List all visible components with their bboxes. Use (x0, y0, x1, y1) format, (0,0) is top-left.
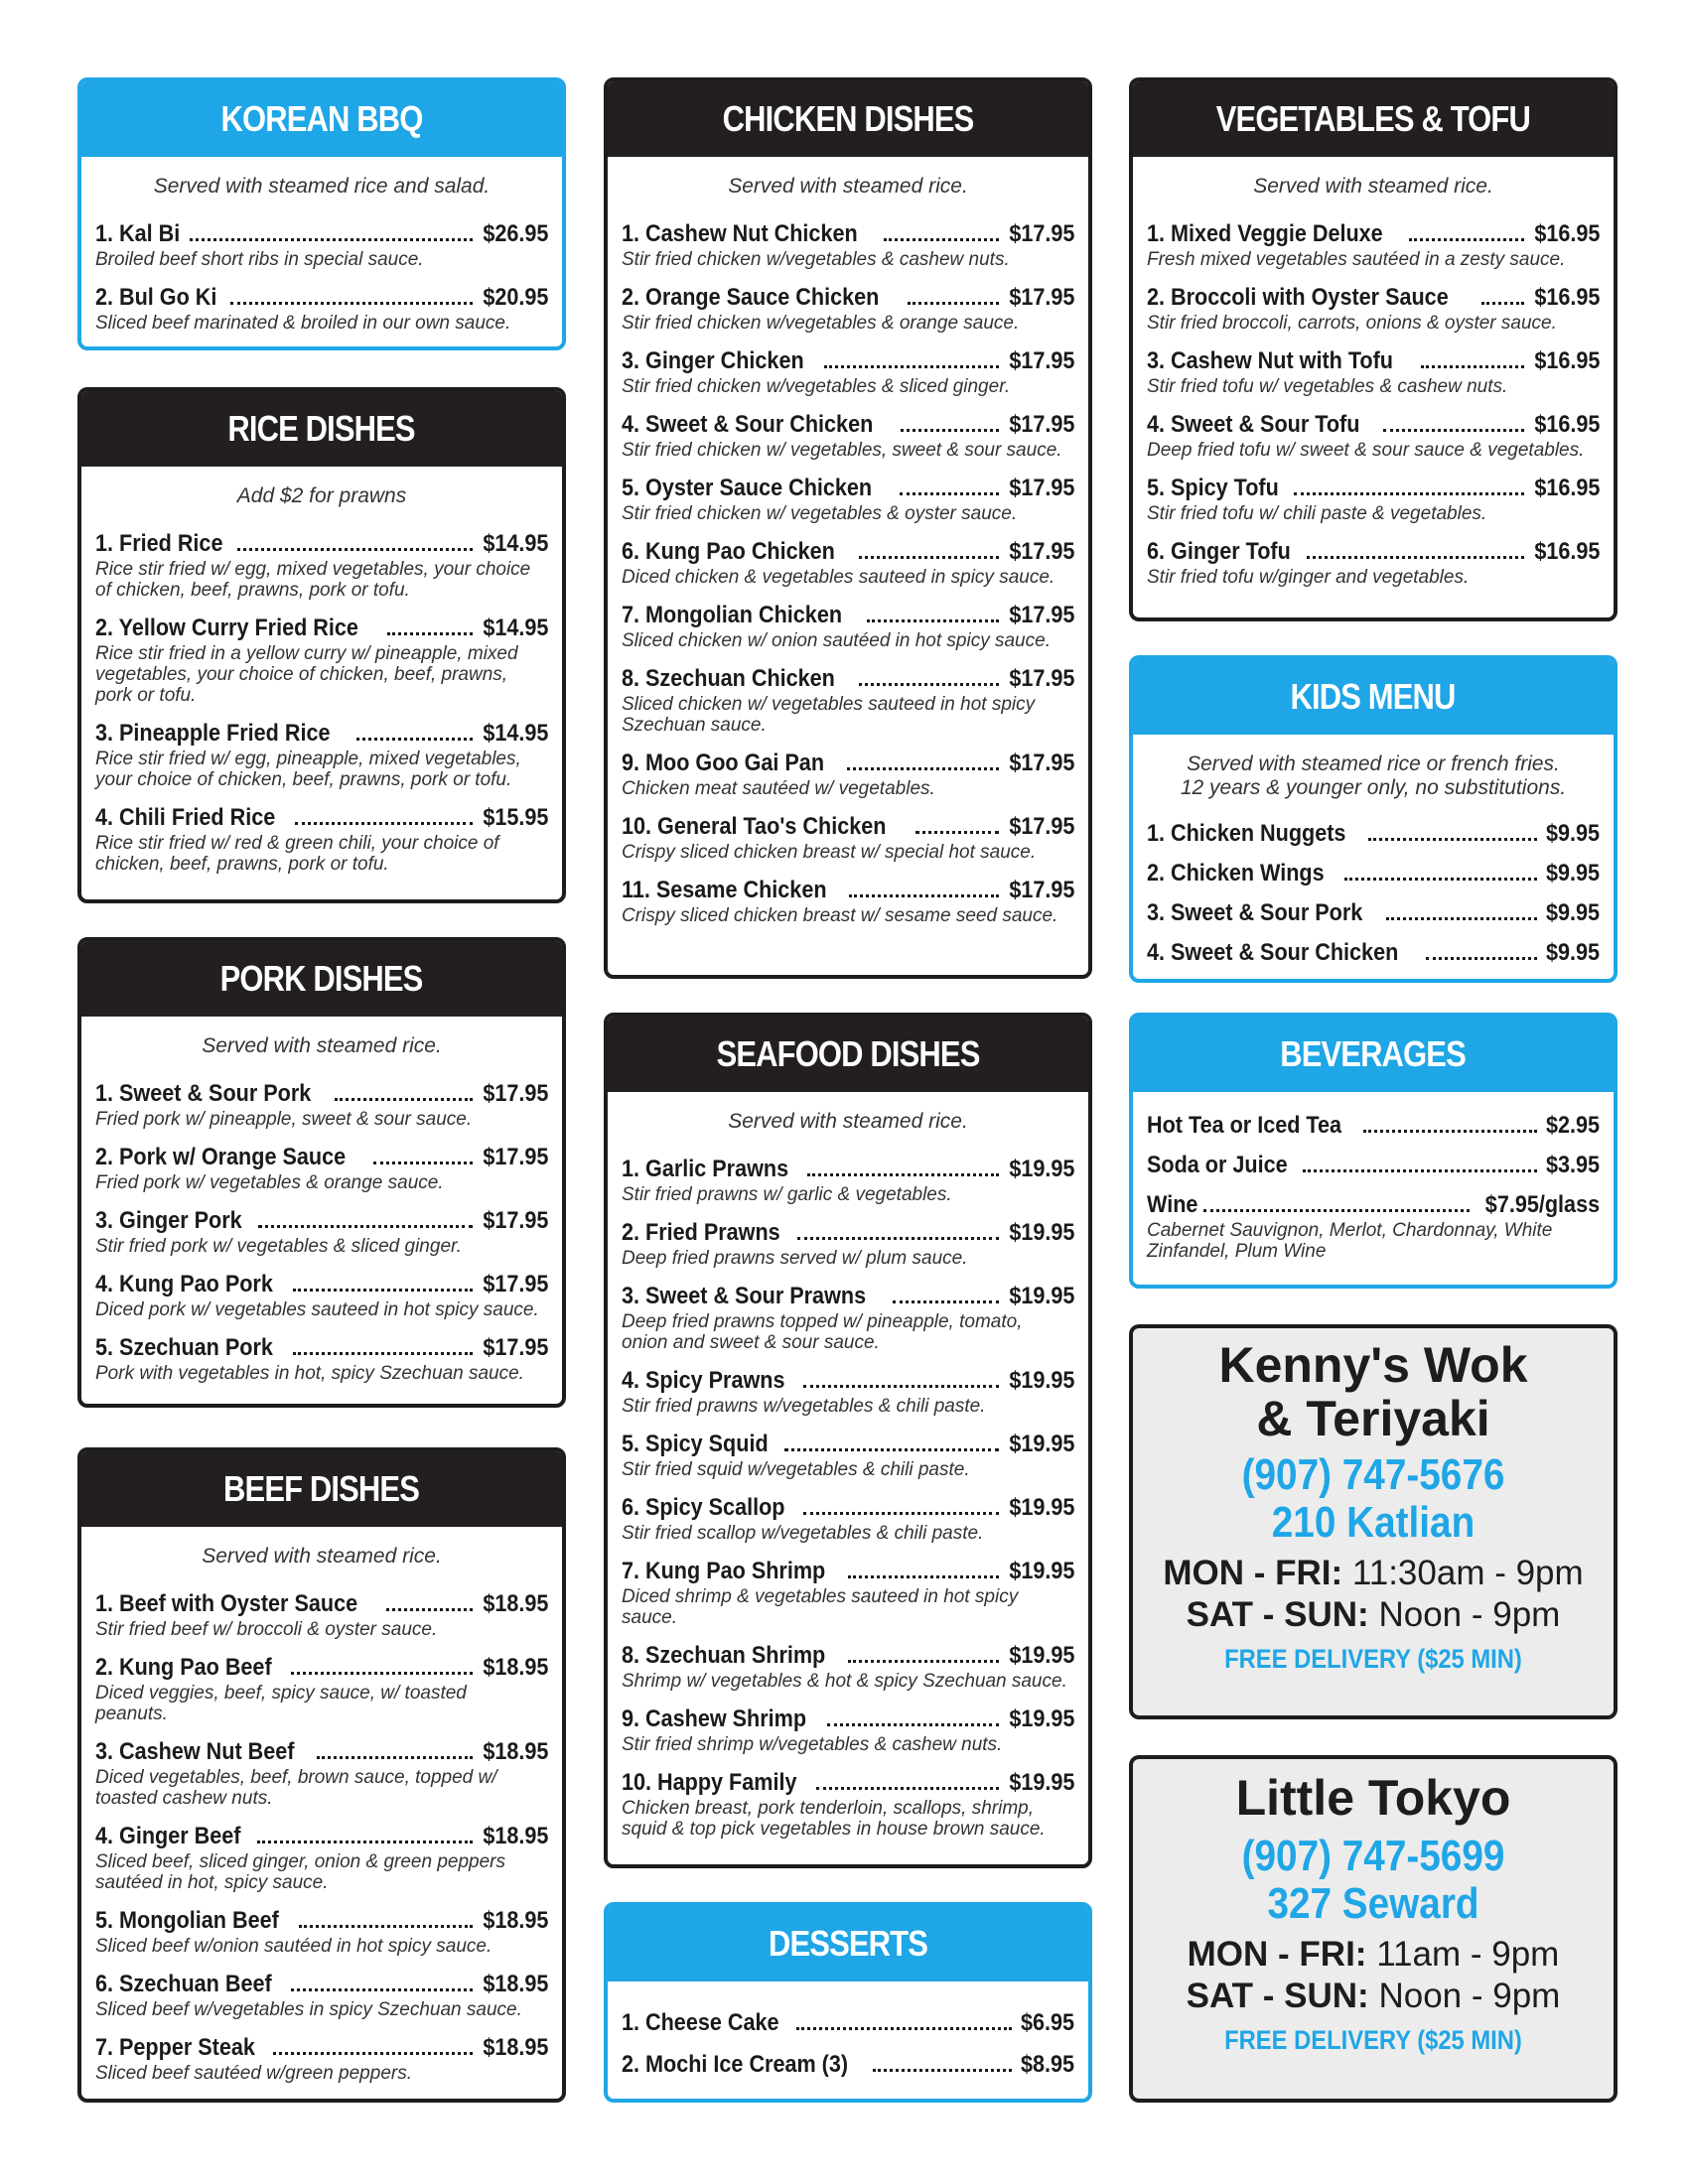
section-note: Served with steamed rice. (1253, 175, 1493, 198)
item-name: 10. Happy Family (622, 1769, 797, 1796)
item-description: Deep fried prawns served w/ plum sauce. (622, 1248, 968, 1269)
item-description: Stir fried chicken w/vegetables & orange sauce. (622, 313, 1020, 334)
menu-items (81, 199, 562, 334)
item-price: $19.95 (1008, 1642, 1074, 1669)
hours-label: SAT - SUN: (1186, 1977, 1369, 2015)
item-description: Diced chicken & vegetables sauteed in spicy sauce. (622, 567, 1055, 588)
item-name: 3. Pineapple Fried Rice (95, 720, 331, 747)
item-price: $18.95 (482, 1738, 548, 1765)
kids-menu-section (1129, 655, 1618, 983)
item-description: Fried pork w/ vegetables & orange sauce. (95, 1172, 444, 1193)
menu-items (1133, 199, 1614, 588)
item-name: 4. Spicy Prawns (622, 1367, 785, 1394)
item-name: 1. Fried Rice (95, 530, 223, 557)
item-price: $18.95 (482, 1823, 548, 1849)
item-price: $6.95 (1020, 2009, 1074, 2036)
item-price: $17.95 (1008, 538, 1074, 565)
item-price: $19.95 (1008, 1706, 1074, 1732)
item-name: 4. Sweet & Sour Tofu (1147, 411, 1360, 438)
menu-items (608, 1134, 1088, 1840)
section-note (1133, 752, 1614, 800)
menu-item (95, 614, 548, 706)
item-name: 7. Kung Pao Shrimp (622, 1558, 826, 1584)
item-name: 3. Cashew Nut Beef (95, 1738, 295, 1765)
section-title: KOREAN BBQ (81, 81, 562, 157)
item-price: $19.95 (1008, 1431, 1074, 1457)
menu-item (622, 813, 1074, 863)
menu-item (95, 2034, 548, 2084)
menu-item (622, 2009, 1074, 2037)
item-price: $17.95 (1008, 665, 1074, 692)
item-price: $16.95 (1533, 220, 1600, 247)
item-price: $19.95 (1008, 1494, 1074, 1521)
item-description: Diced pork w/ vegetables sauteed in hot spicy sauce. (95, 1299, 539, 1320)
section-title: BEEF DISHES (81, 1451, 562, 1527)
item-price: $16.95 (1533, 411, 1600, 438)
item-name: 4. Kung Pao Pork (95, 1271, 273, 1297)
menu-item (622, 1558, 1074, 1628)
menu-item (622, 220, 1074, 270)
menu-item (622, 347, 1074, 397)
menu-item (1147, 820, 1600, 848)
item-price: $17.95 (482, 1080, 548, 1107)
menu-item (95, 1207, 548, 1257)
menu-item (1147, 860, 1600, 887)
item-price: $8.95 (1020, 2051, 1074, 2078)
item-name: 7. Pepper Steak (95, 2034, 255, 2061)
item-name: 1. Mixed Veggie Deluxe (1147, 220, 1383, 247)
item-price: $18.95 (482, 1654, 548, 1681)
menu-item (95, 1823, 548, 1893)
hours-weekend (1133, 1976, 1614, 2017)
korean-bbq-section (77, 77, 566, 350)
delivery-note: FREE DELIVERY ($25 MIN) (1224, 2025, 1522, 2055)
item-price: $17.95 (1008, 347, 1074, 374)
item-price: $16.95 (1533, 347, 1600, 374)
item-description: Stir fried tofu w/ginger and vegetables. (1147, 567, 1470, 588)
item-price: $17.95 (1008, 475, 1074, 501)
item-name: 3. Cashew Nut with Tofu (1147, 347, 1394, 374)
menu-item (622, 750, 1074, 799)
menu-item (1147, 1112, 1600, 1140)
little-tokyo-info (1129, 1755, 1618, 2103)
item-price: $17.95 (482, 1271, 548, 1297)
item-price: $17.95 (482, 1334, 548, 1361)
item-name: 2. Fried Prawns (622, 1219, 780, 1246)
item-price: $20.95 (482, 284, 548, 311)
menu-item (95, 1334, 548, 1384)
menu-item (95, 1971, 548, 2020)
menu-item (1147, 1191, 1600, 1262)
item-name: 1. Cheese Cake (622, 2009, 779, 2036)
menu-item (95, 1080, 548, 1130)
desserts-section (604, 1902, 1092, 2103)
menu-item (1147, 411, 1600, 461)
item-name: 5. Mongolian Beef (95, 1907, 279, 1934)
menu-item (622, 1431, 1074, 1480)
menu-item (95, 220, 548, 270)
menu-item (1147, 939, 1600, 967)
item-name: 3. Ginger Chicken (622, 347, 804, 374)
menu-item (95, 1271, 548, 1320)
item-name: 1. Chicken Nuggets (1147, 820, 1346, 847)
menu-item (95, 720, 548, 790)
item-name: 4. Ginger Beef (95, 1823, 241, 1849)
section-title: DESSERTS (608, 1906, 1088, 1981)
item-description: Sliced chicken w/ vegetables sauteed in hot spicy Szechuan sauce. (622, 694, 1036, 736)
section-note: Served with steamed rice. (202, 1034, 442, 1057)
item-description: Stir fried chicken w/vegetables & sliced ginger. (622, 376, 1011, 397)
section-title: BEVERAGES (1133, 1017, 1614, 1092)
item-name: Wine (1147, 1191, 1198, 1218)
item-price: $9.95 (1545, 899, 1600, 926)
item-description: Fried pork w/ pineapple, sweet & sour sauce. (95, 1109, 473, 1130)
menu-item (622, 1494, 1074, 1544)
item-description: Stir fried chicken w/vegetables & cashew nuts. (622, 249, 1010, 270)
section-note: Served with steamed rice. (728, 175, 968, 198)
delivery-note: FREE DELIVERY ($25 MIN) (1224, 1644, 1522, 1674)
item-price: $18.95 (482, 1590, 548, 1617)
section-title: RICE DISHES (81, 391, 562, 467)
menu-items (1133, 1092, 1614, 1262)
item-description: Deep fried tofu w/ sweet & sour sauce & vegetables. (1147, 440, 1585, 461)
item-name: 3. Sweet & Sour Prawns (622, 1283, 867, 1309)
item-price: $16.95 (1533, 538, 1600, 565)
item-name: 2. Broccoli with Oyster Sauce (1147, 284, 1449, 311)
item-description: Pork with vegetables in hot, spicy Szechuan sauce. (95, 1363, 524, 1384)
item-price: $15.95 (482, 804, 548, 831)
menu-items (608, 1981, 1088, 2079)
menu-item (622, 284, 1074, 334)
item-price: $16.95 (1533, 475, 1600, 501)
item-price: $17.95 (1008, 411, 1074, 438)
beverages-section (1129, 1013, 1618, 1289)
item-price: $18.95 (482, 1971, 548, 1997)
item-name: 6. Szechuan Beef (95, 1971, 272, 1997)
item-description: Sliced chicken w/ onion sautéed in hot spicy sauce. (622, 630, 1051, 651)
item-name: 11. Sesame Chicken (622, 877, 827, 903)
item-price: $17.95 (482, 1207, 548, 1234)
item-name: Hot Tea or Iced Tea (1147, 1112, 1342, 1139)
item-price: $19.95 (1008, 1558, 1074, 1584)
item-description: Stir fried shrimp w/vegetables & cashew nuts. (622, 1734, 1003, 1755)
menu-item (1147, 347, 1600, 397)
item-name: 2. Bul Go Ki (95, 284, 217, 311)
item-name: 5. Oyster Sauce Chicken (622, 475, 873, 501)
item-description: Crispy sliced chicken breast w/ sesame seed sauce. (622, 905, 1058, 926)
item-description: Sliced beef w/vegetables in spicy Szechuan sauce. (95, 1999, 522, 2020)
item-description: Diced vegetables, beef, brown sauce, topped w/ toasted cashew nuts. (95, 1767, 497, 1809)
item-price: $14.95 (482, 614, 548, 641)
menu-item (1147, 220, 1600, 270)
item-price: $9.95 (1545, 939, 1600, 966)
item-description: Stir fried chicken w/ vegetables & oyster sauce. (622, 503, 1018, 524)
item-name: 10. General Tao's Chicken (622, 813, 887, 840)
item-description: Fresh mixed vegetables sautéed in a zesty sauce. (1147, 249, 1566, 270)
seafood-dishes-section (604, 1013, 1092, 1868)
hours-value: Noon - 9pm (1378, 1595, 1561, 1634)
item-price: $19.95 (1008, 1283, 1074, 1309)
item-description: Stir fried chicken w/ vegetables, sweet & sour sauce. (622, 440, 1062, 461)
item-description: Chicken meat sautéed w/ vegetables. (622, 778, 935, 799)
hours-label: SAT - SUN: (1186, 1595, 1369, 1634)
item-description: Rice stir fried w/ red & green chili, your choice of chicken, beef, prawns, pork or tofu. (95, 833, 499, 875)
menu-item (1147, 475, 1600, 524)
item-description: Stir fried beef w/ broccoli & oyster sauce. (95, 1619, 438, 1640)
item-price: $9.95 (1545, 820, 1600, 847)
item-name: 3. Ginger Pork (95, 1207, 242, 1234)
item-price: $17.95 (1008, 220, 1074, 247)
item-description: Deep fried prawns topped w/ pineapple, tomato, onion and sweet & sour sauce. (622, 1311, 1023, 1353)
hours-label: MON - FRI: (1163, 1554, 1343, 1592)
item-description: Sliced beef marinated & broiled in our own sauce. (95, 313, 511, 334)
hours-value: 11am - 9pm (1376, 1935, 1560, 1974)
phone-number[interactable]: (907) 747-5699 (1241, 1832, 1505, 1880)
item-price: $17.95 (1008, 284, 1074, 311)
item-price: $19.95 (1008, 1219, 1074, 1246)
hours-weekend (1133, 1594, 1614, 1636)
item-name: 5. Spicy Squid (622, 1431, 769, 1457)
item-price: $2.95 (1545, 1112, 1600, 1139)
menu-item (622, 2051, 1074, 2079)
item-price: $18.95 (482, 1907, 548, 1934)
menu-item (622, 1642, 1074, 1692)
item-description: Stir fried prawns w/vegetables & chili paste. (622, 1396, 986, 1417)
item-description: Diced veggies, beef, spicy sauce, w/ toasted peanuts. (95, 1683, 467, 1724)
menu-item (1147, 284, 1600, 334)
item-price: $14.95 (482, 530, 548, 557)
hours-weekday (1133, 1553, 1614, 1594)
menu-item (622, 411, 1074, 461)
item-name: 6. Kung Pao Chicken (622, 538, 835, 565)
menu-item (95, 1144, 548, 1193)
menu-item (95, 284, 548, 334)
item-name: 7. Mongolian Chicken (622, 602, 843, 628)
item-price: $17.95 (1008, 750, 1074, 776)
item-price: $16.95 (1533, 284, 1600, 311)
item-price: $14.95 (482, 720, 548, 747)
section-title: KIDS MENU (1133, 659, 1614, 735)
chicken-dishes-section (604, 77, 1092, 979)
item-name: 3. Sweet & Sour Pork (1147, 899, 1363, 926)
section-note-line: 12 years & younger only, no substitutions. (1180, 776, 1567, 799)
item-name: 8. Szechuan Shrimp (622, 1642, 826, 1669)
menu-item (622, 877, 1074, 926)
menu-items (81, 508, 562, 875)
menu-item (1147, 538, 1600, 588)
item-name: 9. Cashew Shrimp (622, 1706, 807, 1732)
menu-item (95, 1738, 548, 1809)
item-name: 1. Beef with Oyster Sauce (95, 1590, 358, 1617)
item-description: Sliced beef w/onion sautéed in hot spicy sauce. (95, 1936, 492, 1957)
section-note: Served with steamed rice and salad. (153, 175, 491, 198)
menu-item (622, 1156, 1074, 1205)
phone-number[interactable]: (907) 747-5676 (1241, 1450, 1505, 1499)
menu-item (622, 1769, 1074, 1840)
item-description: Stir fried tofu w/ vegetables & cashew nuts. (1147, 376, 1508, 397)
item-description: Sliced beef, sliced ginger, onion & green peppers sautéed in hot, spicy sauce. (95, 1851, 505, 1893)
menu-items (81, 1569, 562, 2084)
section-note: Add $2 for prawns (236, 484, 407, 507)
item-description: Rice stir fried w/ egg, mixed vegetables, your choice of chicken, beef, prawns, pork or tofu. (95, 559, 531, 601)
item-name: 1. Garlic Prawns (622, 1156, 789, 1182)
item-description: Stir fried pork w/ vegetables & sliced ginger. (95, 1236, 462, 1257)
vegetables-tofu-section (1129, 77, 1618, 621)
item-description: Broiled beef short ribs in special sauce. (95, 249, 424, 270)
section-note: Served with steamed rice. (202, 1545, 442, 1568)
item-description: Cabernet Sauvignon, Merlot, Chardonnay, White Zinfandel, Plum Wine (1147, 1220, 1553, 1262)
item-description: Stir fried tofu w/ chili paste & vegetables. (1147, 503, 1487, 524)
item-price: $17.95 (1008, 813, 1074, 840)
item-description: Stir fried prawns w/ garlic & vegetables. (622, 1184, 952, 1205)
restaurant-name: & Teriyaki (1256, 1391, 1490, 1446)
rice-dishes-section (77, 387, 566, 903)
menu-item (95, 1654, 548, 1724)
section-title: SEAFOOD DISHES (608, 1017, 1088, 1092)
item-price: $17.95 (1008, 602, 1074, 628)
menu-items (608, 199, 1088, 926)
item-name: 1. Cashew Nut Chicken (622, 220, 858, 247)
item-name: 2. Mochi Ice Cream (3) (622, 2051, 849, 2078)
menu-item (95, 1590, 548, 1640)
section-title: PORK DISHES (81, 941, 562, 1017)
item-name: 4. Chili Fried Rice (95, 804, 276, 831)
item-price: $3.95 (1545, 1152, 1600, 1178)
hours-value: Noon - 9pm (1378, 1977, 1561, 2015)
item-description: Rice stir fried w/ egg, pineapple, mixed vegetables, your choice of chicken, beef, prawns, pork or tofu. (95, 749, 521, 790)
beef-dishes-section (77, 1447, 566, 2103)
address: 210 Katlian (1271, 1498, 1476, 1547)
item-name: 1. Kal Bi (95, 220, 181, 247)
menu-item (95, 530, 548, 601)
item-description: Stir fried scallop w/vegetables & chili paste. (622, 1523, 984, 1544)
restaurant-name: Little Tokyo (1235, 1770, 1511, 1826)
menu-item (622, 538, 1074, 588)
item-name: 2. Yellow Curry Fried Rice (95, 614, 358, 641)
hours-label: MON - FRI: (1187, 1935, 1367, 1974)
item-description: Shrimp w/ vegetables & hot & spicy Szechuan sauce. (622, 1671, 1067, 1692)
section-title: VEGETABLES & TOFU (1133, 81, 1614, 157)
menu-items (1133, 800, 1614, 967)
item-name: 1. Sweet & Sour Pork (95, 1080, 312, 1107)
item-price: $19.95 (1008, 1367, 1074, 1394)
item-name: 6. Ginger Tofu (1147, 538, 1291, 565)
item-name: Soda or Juice (1147, 1152, 1288, 1178)
item-name: 9. Moo Goo Gai Pan (622, 750, 825, 776)
menu-item (622, 1367, 1074, 1417)
item-description: Chicken breast, pork tenderloin, scallops, shrimp, squid & top pick vegetables in house brown sauce. (622, 1798, 1046, 1840)
menu-item (622, 1219, 1074, 1269)
menu-item (622, 1283, 1074, 1353)
item-description: Stir fried broccoli, carrots, onions & oyster sauce. (1147, 313, 1557, 334)
item-price: $19.95 (1008, 1769, 1074, 1796)
menu-item (95, 1907, 548, 1957)
menu-item (622, 602, 1074, 651)
item-name: 4. Sweet & Sour Chicken (622, 411, 874, 438)
item-name: 4. Sweet & Sour Chicken (1147, 939, 1399, 966)
section-note-line: Served with steamed rice or french fries. (1187, 752, 1560, 775)
item-description: Rice stir fried in a yellow curry w/ pineapple, mixed vegetables, your choice of chicken, beef, prawns, pork or tofu. (95, 643, 518, 706)
item-price: $17.95 (482, 1144, 548, 1170)
hours-value: 11:30am - 9pm (1351, 1554, 1584, 1592)
menu-item (1147, 899, 1600, 927)
item-name: 5. Spicy Tofu (1147, 475, 1279, 501)
item-name: 6. Spicy Scallop (622, 1494, 785, 1521)
section-note: Served with steamed rice. (728, 1110, 968, 1133)
kennys-wok-info (1129, 1324, 1618, 1719)
hours-weekday (1133, 1934, 1614, 1976)
item-name: 5. Szechuan Pork (95, 1334, 273, 1361)
item-name: 2. Orange Sauce Chicken (622, 284, 880, 311)
item-description: Crispy sliced chicken breast w/ special hot sauce. (622, 842, 1037, 863)
menu-item (622, 665, 1074, 736)
item-price: $9.95 (1545, 860, 1600, 887)
item-price: $19.95 (1008, 1156, 1074, 1182)
item-price: $18.95 (482, 2034, 548, 2061)
address: 327 Seward (1267, 1879, 1479, 1928)
menu-item (622, 475, 1074, 524)
menu-item (95, 804, 548, 875)
menu-item (622, 1706, 1074, 1755)
menu-items (81, 1058, 562, 1384)
item-name: 2. Pork w/ Orange Sauce (95, 1144, 347, 1170)
item-name: 2. Kung Pao Beef (95, 1654, 272, 1681)
item-price: $26.95 (482, 220, 548, 247)
pork-dishes-section (77, 937, 566, 1408)
item-description: Diced shrimp & vegetables sauteed in hot spicy sauce. (622, 1586, 1019, 1628)
section-title: CHICKEN DISHES (608, 81, 1088, 157)
item-description: Sliced beef sautéed w/green peppers. (95, 2063, 412, 2084)
item-name: 2. Chicken Wings (1147, 860, 1325, 887)
restaurant-name: Kenny's Wok (1218, 1337, 1528, 1393)
item-name: 8. Szechuan Chicken (622, 665, 835, 692)
item-price: $17.95 (1008, 877, 1074, 903)
item-description: Stir fried squid w/vegetables & chili paste. (622, 1459, 970, 1480)
item-price: $7.95/glass (1484, 1191, 1600, 1218)
menu-item (1147, 1152, 1600, 1179)
